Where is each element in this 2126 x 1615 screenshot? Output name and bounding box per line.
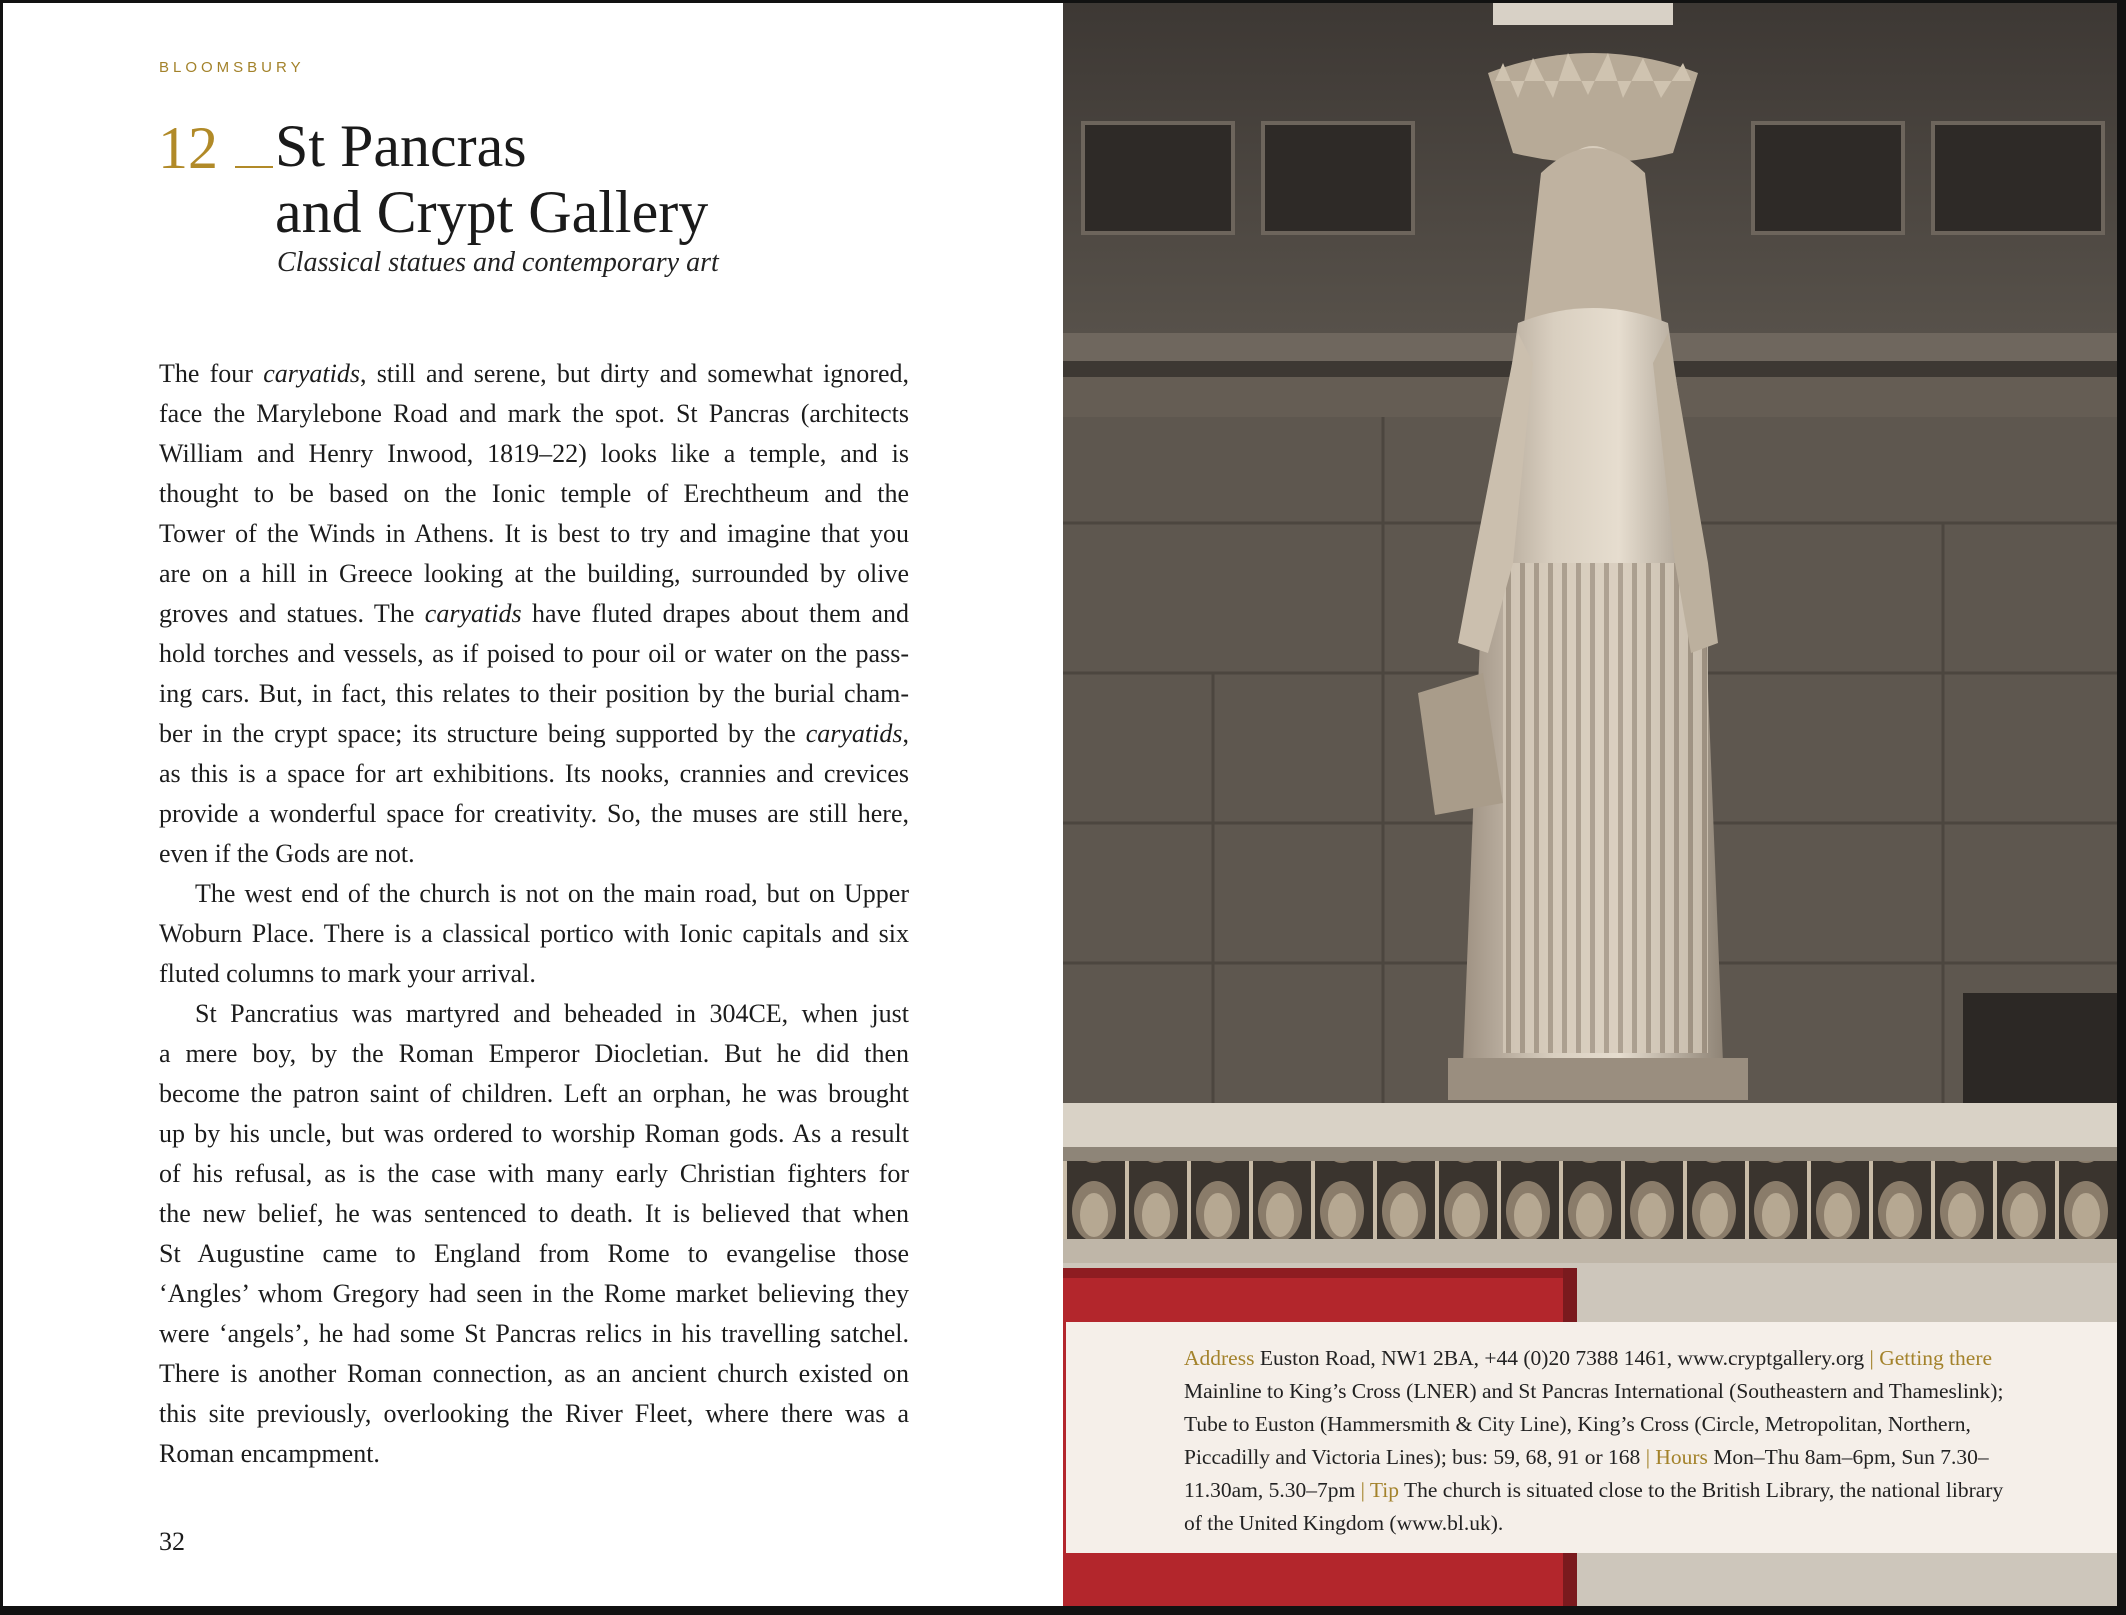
section-header: BLOOMSBURY: [159, 59, 305, 76]
text-line: are on a hill in Greece looking at the building, surrounded by olive: [159, 559, 909, 588]
text-line: Woburn Place. There is a classical portico with Ionic capitals and six: [159, 919, 909, 948]
hours-label: Hours: [1650, 1445, 1708, 1469]
getting-there-label: Getting there: [1873, 1346, 1993, 1370]
text-line: provide a wonderful space for creativity. So, the muses are still here,: [159, 799, 909, 828]
text-line: ing cars. But, in fact, this relates to their position by the burial cham-: [159, 679, 909, 708]
separator: |: [1645, 1445, 1650, 1469]
text-line: St Pancratius was martyred and beheaded in 304CE, when just: [195, 999, 909, 1028]
text-line: The four caryatids, still and serene, but dirty and somewhat ignored,: [159, 359, 909, 388]
entry-number: 12: [158, 115, 218, 181]
info-box: [1066, 1322, 2117, 1553]
text-line: thought to be based on the Ionic temple of Erechtheum and the: [159, 479, 909, 508]
text-line: The west end of the church is not on the main road, but on Upper: [195, 879, 909, 908]
text-line: up by his uncle, but was ordered to worship Roman gods. As a result: [159, 1119, 909, 1148]
body-text: [159, 354, 909, 1474]
text-line: were ‘angels’, he had some St Pancras relics in his travelling satchel.: [159, 1319, 909, 1348]
page-number: 32: [159, 1527, 185, 1556]
page-title: [275, 113, 708, 245]
left-page: [3, 3, 1063, 1606]
text-line: There is another Roman connection, as an ancient church existed on: [159, 1359, 909, 1388]
text-line: face the Marylebone Road and mark the spot. St Pancras (architects: [159, 399, 909, 428]
number-underline-rule: [235, 166, 273, 168]
title-line-2: and Crypt Gallery: [275, 179, 709, 245]
page-subtitle: Classical statues and contemporary art: [277, 247, 719, 278]
text-line: as this is a space for art exhibitions. Its nooks, crannies and crevices: [159, 759, 909, 788]
text-line: become the patron saint of children. Left an orphan, he was brought: [159, 1079, 909, 1108]
text-line: Tower of the Winds in Athens. It is best to try and imagine that you: [159, 519, 909, 548]
title-line-1: St Pancras: [275, 113, 527, 179]
text-line: groves and statues. The caryatids have fluted drapes about them and: [159, 599, 910, 628]
text-line: William and Henry Inwood, 1819–22) looks like a temple, and is: [159, 439, 909, 468]
text-line: fluted columns to mark your arrival.: [159, 959, 536, 988]
hours-value: Mon–Thu 8am–6pm, Sun 7.30–11.30am, 5.30–7pm: [1184, 1445, 1989, 1502]
info-text: [1184, 1342, 2014, 1540]
text-line: St Augustine came to England from Rome to evangelise those: [159, 1239, 909, 1268]
text-line: of his refusal, as is the case with many early Christian fighters for: [159, 1159, 909, 1188]
text-line: ‘Angles’ whom Gregory had seen in the Rome market believing they: [159, 1279, 909, 1308]
address-label: Address: [1184, 1346, 1255, 1370]
getting-there-value: Mainline to King’s Cross (LNER) and St Pancras International (Southeastern and Thameslink); Tube to Euston (Hammersmith & City Line), King’s Cross (Circle, Metropolitan, Northern, Piccadilly and Victoria Lines); bus: 59, 68, 91 or 168: [1184, 1379, 2004, 1469]
text-line: even if the Gods are not.: [159, 839, 415, 868]
tip-label: Tip: [1364, 1478, 1399, 1502]
separator: |: [1360, 1478, 1365, 1502]
text-line: Roman encampment.: [159, 1439, 380, 1468]
text-line: hold torches and vessels, as if poised to pour oil or water on the pass-: [159, 639, 909, 668]
tip-value: The church is situated close to the British Library, the national library of the United Kingdom (www.bl.uk).: [1184, 1478, 2004, 1535]
text-line: ber in the crypt space; its structure being supported by the caryatids,: [159, 719, 909, 748]
text-line: a mere boy, by the Roman Emperor Diocletian. But he did then: [159, 1039, 909, 1068]
separator: |: [1869, 1346, 1874, 1370]
text-line: this site previously, overlooking the River Fleet, where there was a: [159, 1399, 909, 1428]
text-line: the new belief, he was sentenced to death. It is believed that when: [159, 1199, 909, 1228]
address-value: Euston Road, NW1 2BA, +44 (0)20 7388 1461, www.cryptgallery.org: [1254, 1346, 1870, 1370]
